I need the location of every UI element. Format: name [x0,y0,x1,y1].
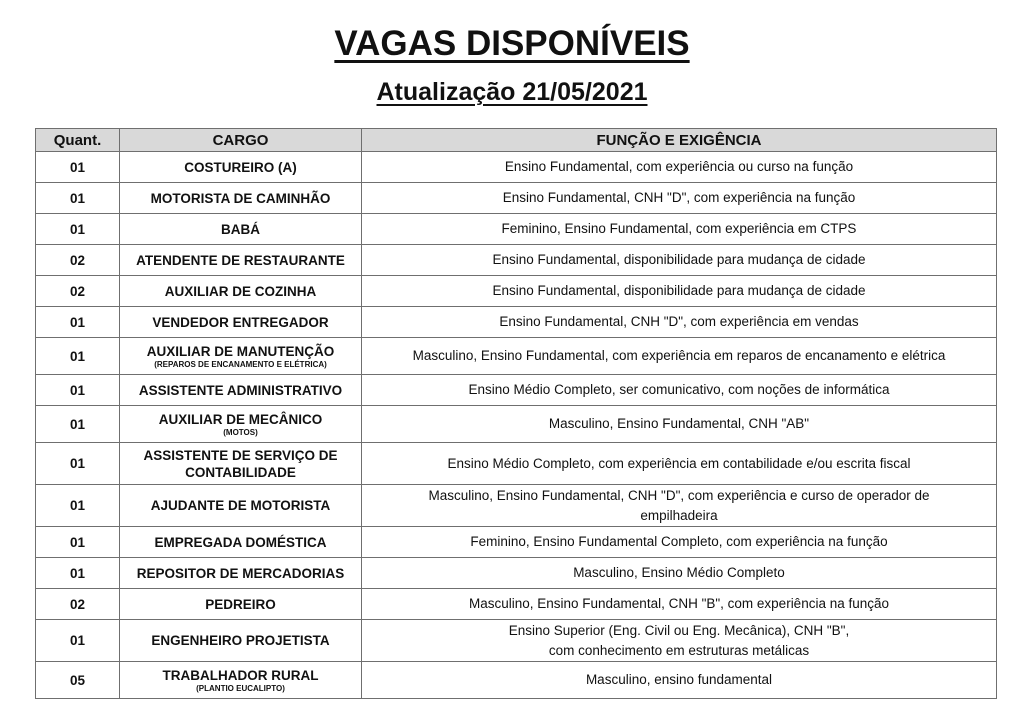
cargo-cell: BABÁ [120,214,362,245]
funcao-line2: com conhecimento em estruturas metálicas [548,642,810,658]
cargo-note: (REPAROS DE ENCANAMENTO E ELÉTRICA) [154,359,327,369]
update-date [0,76,1024,108]
cargo-cell: PEDREIRO [120,589,362,620]
quant-cell: 01 [36,307,120,338]
table-row [36,375,997,406]
funcao-cell: Ensino Fundamental, disponibilidade para mudança de cidade [362,276,997,307]
table-row [36,152,997,183]
table-row [36,245,997,276]
quant-cell: 01 [36,183,120,214]
quant-cell: 05 [36,662,120,699]
cargo-cell: ASSISTENTE ADMINISTRATIVO [120,375,362,406]
funcao-cell: Masculino, Ensino Fundamental, com experiência em reparos de encanamento e elétrica [362,338,997,375]
cargo-cell: REPOSITOR DE MERCADORIAS [120,558,362,589]
quant-cell: 01 [36,152,120,183]
funcao-line1: Ensino Superior (Eng. Civil ou Eng. Mecânica), CNH "B", [508,622,850,638]
cargo-cell: AJUDANTE DE MOTORISTA [120,485,362,527]
quant-cell: 01 [36,485,120,527]
funcao-line1: Masculino, Ensino Fundamental, CNH "D", com experiência e curso de operador de [428,487,930,503]
quant-cell: 01 [36,558,120,589]
cargo-cell: VENDEDOR ENTREGADOR [120,307,362,338]
table-row [36,406,997,443]
table-header-row [36,129,997,152]
funcao-cell: Ensino Fundamental, CNH "D", com experiência em vendas [362,307,997,338]
quant-cell: 01 [36,375,120,406]
funcao-line2: empilhadeira [640,507,718,523]
cargo-cell: AUXILIAR DE COZINHA [120,276,362,307]
funcao-cell: Masculino, ensino fundamental [362,662,997,699]
funcao-cell [362,620,997,662]
quant-cell: 01 [36,620,120,662]
funcao-cell: Ensino Fundamental, com experiência ou curso na função [362,152,997,183]
funcao-cell: Ensino Médio Completo, ser comunicativo, com noções de informática [362,375,997,406]
funcao-cell: Masculino, Ensino Fundamental, CNH "B", com experiência na função [362,589,997,620]
page-title [0,22,1024,66]
table-row [36,183,997,214]
title-text: VAGAS DISPONÍVEIS [334,24,690,63]
quant-cell: 01 [36,406,120,443]
quant-cell: 02 [36,589,120,620]
table-row [36,276,997,307]
quant-cell: 01 [36,338,120,375]
cargo-note: (PLANTIO EUCALIPTO) [196,683,285,693]
cargo-cell [120,338,362,375]
table-row [36,338,997,375]
vacancies-table [35,128,997,699]
table-row [36,558,997,589]
table-row [36,214,997,245]
subtitle-text: Atualização 21/05/2021 [376,78,648,106]
quant-cell: 02 [36,245,120,276]
cargo-cell [120,662,362,699]
cargo-title: ASSISTENTE DE SERVIÇO DE [143,447,338,463]
cargo-cell: ENGENHEIRO PROJETISTA [120,620,362,662]
cargo-title: AUXILIAR DE MECÂNICO [158,411,323,427]
header-cargo: CARGO [120,129,362,152]
quant-cell: 01 [36,527,120,558]
table-row [36,527,997,558]
funcao-cell: Masculino, Ensino Médio Completo [362,558,997,589]
cargo-cell [120,443,362,485]
funcao-cell [362,485,997,527]
cargo-note: (MOTOS) [223,427,258,437]
cargo-cell: COSTUREIRO (A) [120,152,362,183]
table-row [36,620,997,662]
quant-cell: 02 [36,276,120,307]
table-row [36,307,997,338]
funcao-cell: Feminino, Ensino Fundamental Completo, com experiência na função [362,527,997,558]
funcao-cell: Ensino Fundamental, disponibilidade para mudança de cidade [362,245,997,276]
table-row [36,443,997,485]
funcao-cell: Ensino Fundamental, CNH "D", com experiência na função [362,183,997,214]
quant-cell: 01 [36,443,120,485]
table-row [36,485,997,527]
cargo-cell: MOTORISTA DE CAMINHÃO [120,183,362,214]
funcao-cell: Ensino Médio Completo, com experiência em contabilidade e/ou escrita fiscal [362,443,997,485]
table-row [36,662,997,699]
cargo-title: AUXILIAR DE MANUTENÇÃO [146,343,335,359]
cargo-cell [120,406,362,443]
header-funcao: FUNÇÃO E EXIGÊNCIA [362,129,997,152]
cargo-title: TRABALHADOR RURAL [162,667,319,683]
header-quant: Quant. [36,129,120,152]
cargo-cell: EMPREGADA DOMÉSTICA [120,527,362,558]
funcao-cell: Masculino, Ensino Fundamental, CNH "AB" [362,406,997,443]
cargo-cell: ATENDENTE DE RESTAURANTE [120,245,362,276]
table-row [36,589,997,620]
quant-cell: 01 [36,214,120,245]
funcao-cell: Feminino, Ensino Fundamental, com experiência em CTPS [362,214,997,245]
cargo-title-line2: CONTABILIDADE [185,464,296,480]
